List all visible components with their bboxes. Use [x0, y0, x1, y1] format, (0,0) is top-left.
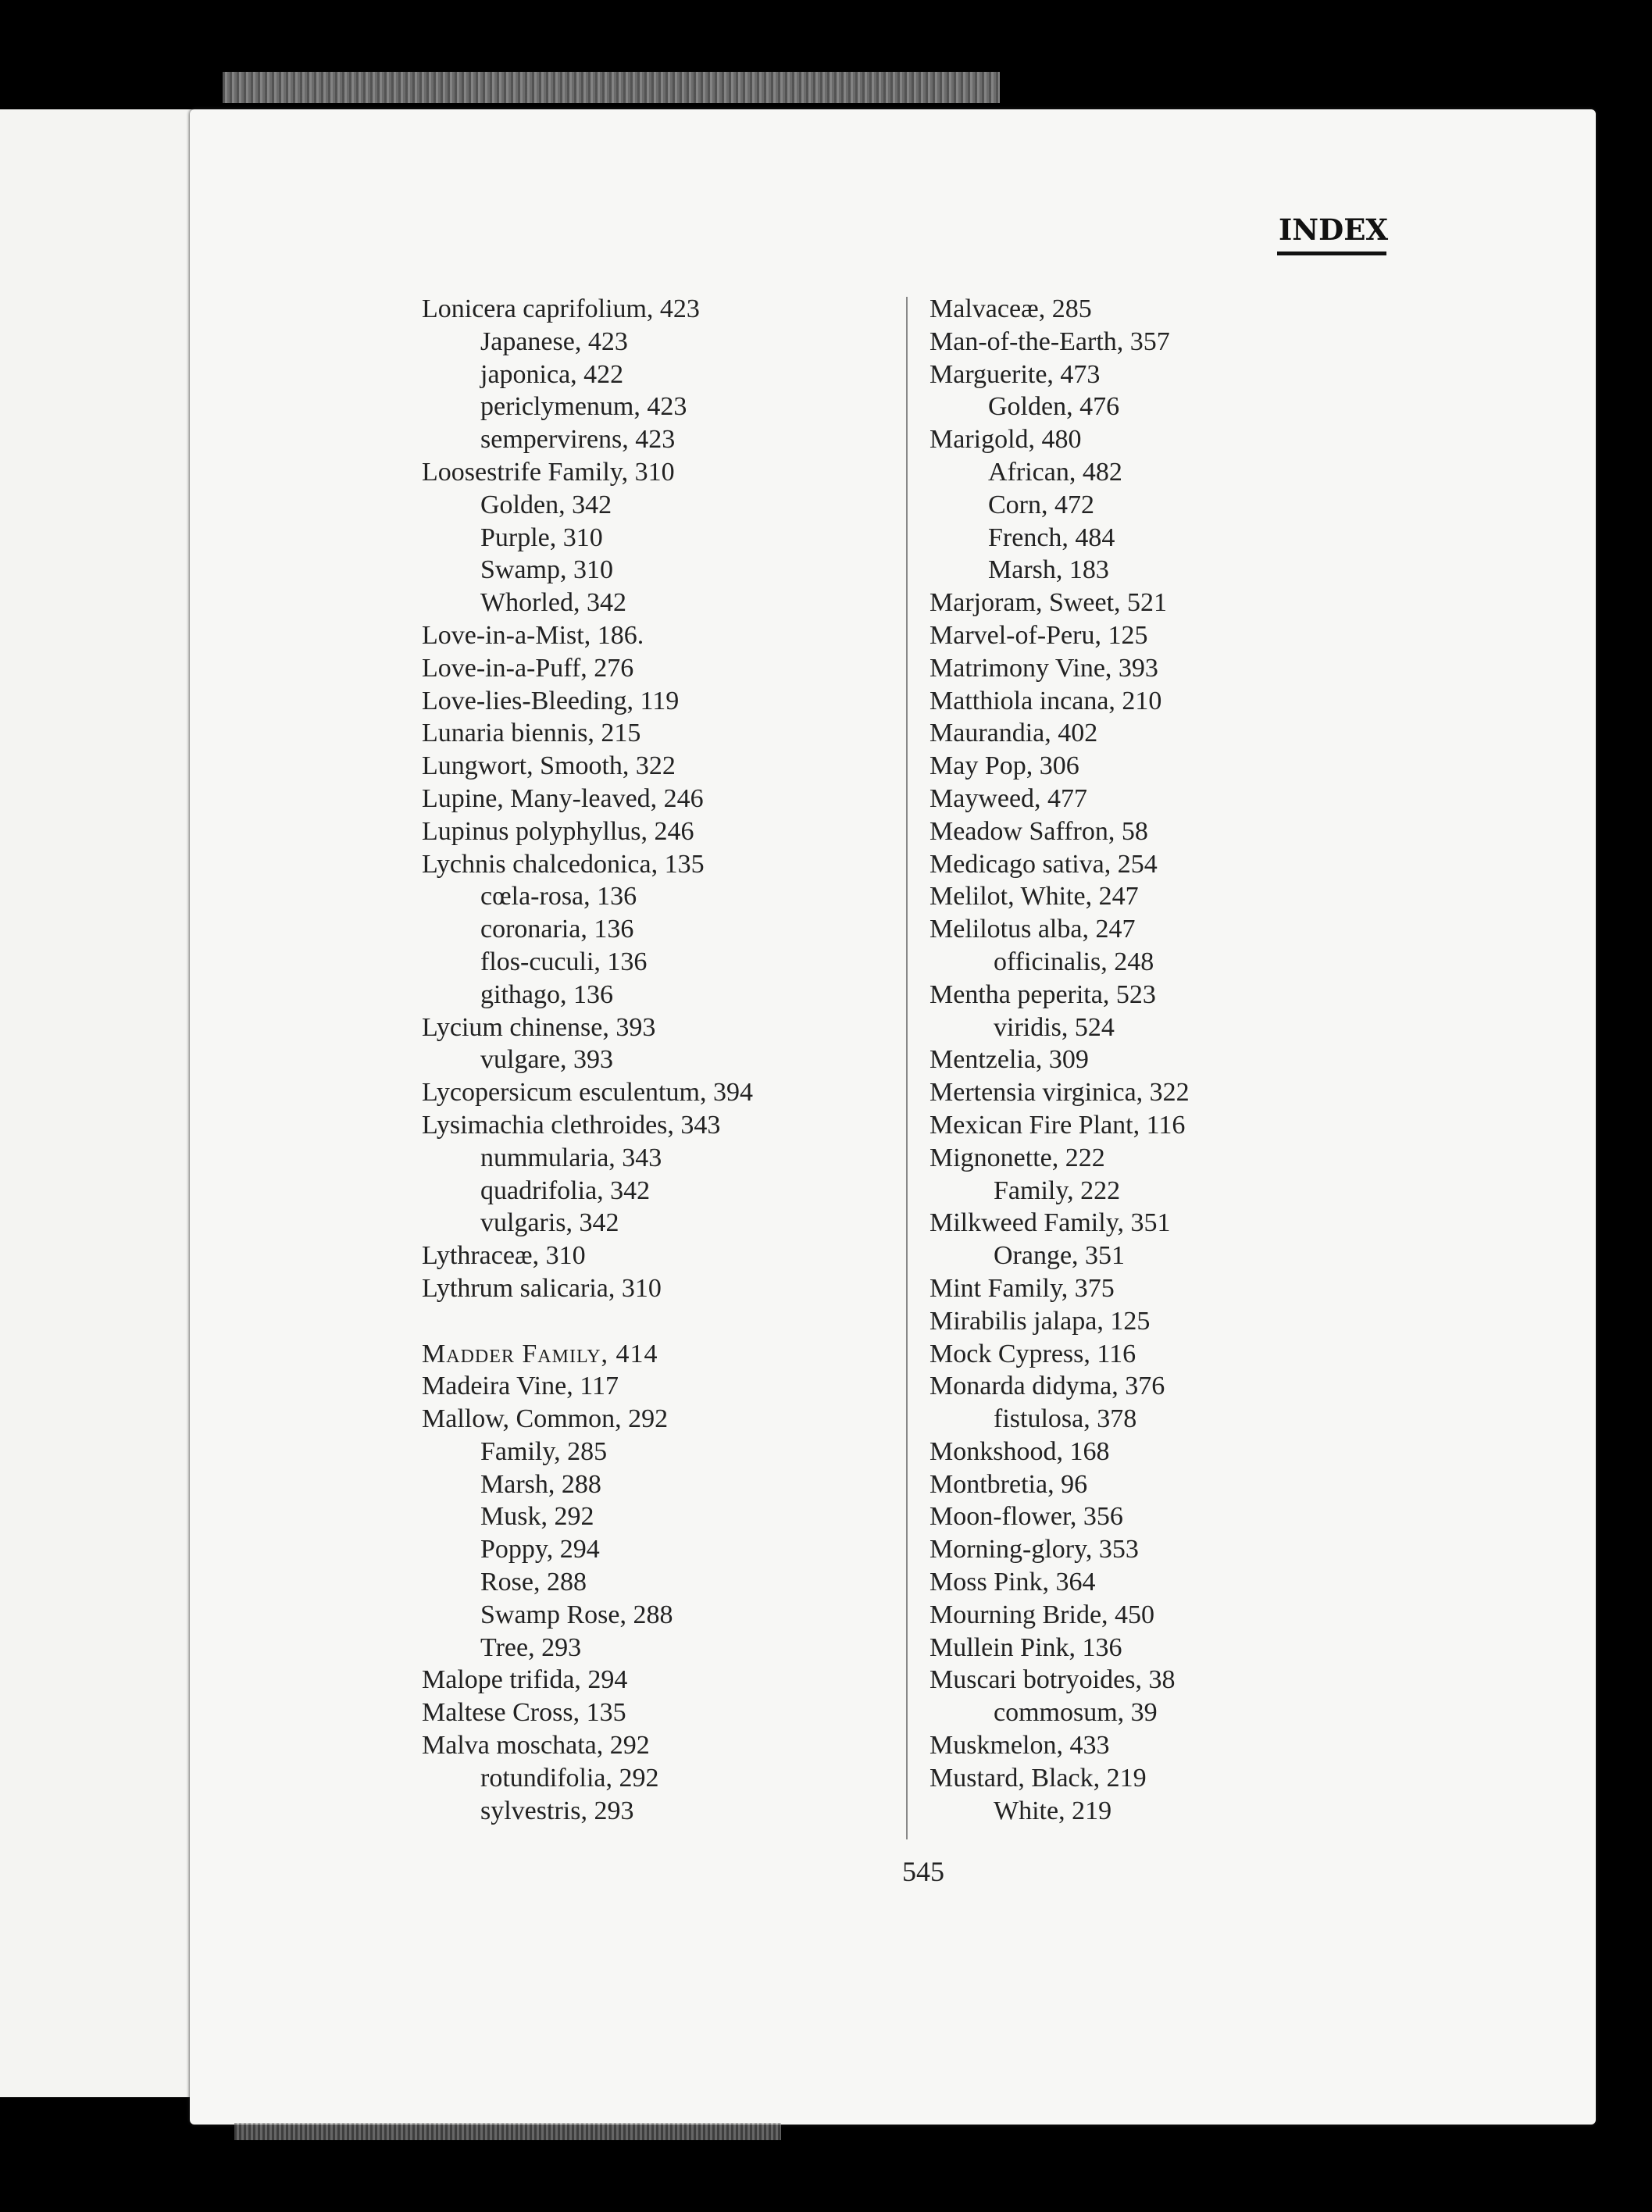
book-bottom-edge: [234, 2123, 781, 2140]
index-entry: Lupine, Many-leaved, 246: [422, 783, 704, 813]
index-subentry: githago, 136: [480, 979, 613, 1009]
running-header: INDEX: [1279, 212, 1389, 247]
index-entry: Madeira Vine, 117: [422, 1372, 619, 1401]
index-entry: Muscari botryoides, 38: [929, 1665, 1176, 1695]
index-subentry: Marsh, 288: [480, 1469, 601, 1499]
index-entry: Melilotus alba, 247: [929, 915, 1136, 944]
index-entry: Lycium chinense, 393: [422, 1012, 656, 1042]
index-entry: Moon-flower, 356: [929, 1502, 1123, 1532]
index-gap: [422, 1305, 753, 1338]
index-entry: Matrimony Vine, 393: [929, 653, 1158, 683]
index-entry: Monkshood, 168: [929, 1436, 1110, 1466]
index-entry: Monarda didyma, 376: [929, 1372, 1165, 1401]
index-subentry: Musk, 292: [480, 1502, 594, 1532]
index-subentry: Rose, 288: [480, 1568, 587, 1597]
index-subentry: African, 482: [988, 457, 1122, 487]
index-entry: Lunaria biennis, 215: [422, 719, 641, 748]
index-entry: Mourning Bride, 450: [929, 1600, 1155, 1629]
index-entry: Mallow, Common, 292: [422, 1404, 669, 1434]
index-entry: Morning-glory, 353: [929, 1535, 1139, 1564]
index-entry: Mignonette, 222: [929, 1143, 1105, 1172]
index-entry: Malva moschata, 292: [422, 1731, 650, 1761]
index-entry: Lythraceæ, 310: [422, 1241, 586, 1271]
index-subentry: cœla-rosa, 136: [480, 882, 637, 912]
index-entry: Love-in-a-Mist, 186.: [422, 620, 644, 650]
index-entry: Muskmelon, 433: [929, 1731, 1110, 1761]
index-entry: Love-in-a-Puff, 276: [422, 653, 634, 683]
index-entry: Lychnis chalcedonica, 135: [422, 849, 705, 879]
index-entry: Mentzelia, 309: [929, 1045, 1089, 1075]
index-entry: Milkweed Family, 351: [929, 1208, 1171, 1238]
index-subentry: Family, 222: [994, 1176, 1121, 1205]
index-subentry: Whorled, 342: [480, 588, 626, 618]
index-subentry: Family, 285: [480, 1436, 608, 1466]
index-subentry: Swamp, 310: [480, 555, 613, 585]
index-entry: Malvaceæ, 285: [929, 294, 1092, 323]
index-entry: Lycopersicum esculentum, 394: [422, 1078, 753, 1108]
index-entry: Mullein Pink, 136: [929, 1632, 1122, 1662]
index-column-right: [929, 293, 1190, 1827]
header-rule: [1277, 252, 1386, 255]
index-entry: Mertensia virginica, 322: [929, 1078, 1190, 1108]
index-entry: Man-of-the-Earth, 357: [929, 326, 1170, 356]
index-subentry: japonica, 422: [480, 359, 624, 389]
column-divider: [906, 297, 908, 1839]
index-entry: Madder Family, 414: [422, 1339, 658, 1368]
index-entry: Mexican Fire Plant, 116: [929, 1110, 1186, 1140]
index-entry: Loosestrife Family, 310: [422, 457, 675, 487]
facing-page-edge: [0, 109, 198, 2097]
index-entry: Meadow Saffron, 58: [929, 816, 1148, 846]
index-subentry: French, 484: [988, 523, 1115, 552]
index-entry: Medicago sativa, 254: [929, 849, 1158, 879]
index-subentry: officinalis, 248: [994, 947, 1154, 976]
index-subentry: sempervirens, 423: [480, 425, 676, 455]
index-subentry: Japanese, 423: [480, 326, 628, 356]
index-subentry: flos-cuculi, 136: [480, 947, 648, 976]
index-entry: Lysimachia clethroides, 343: [422, 1110, 721, 1140]
index-subentry: vulgare, 393: [480, 1045, 613, 1075]
index-subentry: rotundifolia, 292: [480, 1763, 659, 1793]
index-subentry: vulgaris, 342: [480, 1208, 619, 1238]
index-subentry: Poppy, 294: [480, 1535, 600, 1564]
index-entry: Marvel-of-Peru, 125: [929, 620, 1148, 650]
index-entry: Marigold, 480: [929, 425, 1082, 455]
index-entry: Marguerite, 473: [929, 359, 1101, 389]
index-entry: Montbretia, 96: [929, 1469, 1088, 1499]
index-subentry: quadrifolia, 342: [480, 1176, 651, 1205]
index-subentry: Golden, 342: [480, 490, 612, 519]
page-number: 545: [902, 1856, 944, 1887]
index-entry: Lythrum salicaria, 310: [422, 1273, 662, 1303]
index-entry: Maurandia, 402: [929, 719, 1098, 748]
index-subentry: Orange, 351: [994, 1241, 1126, 1271]
index-entry: Melilot, White, 247: [929, 882, 1139, 912]
index-entry: Moss Pink, 364: [929, 1568, 1096, 1597]
index-subentry: Tree, 293: [480, 1632, 582, 1662]
index-subentry: Corn, 472: [988, 490, 1094, 519]
index-subentry: commosum, 39: [994, 1698, 1158, 1728]
index-entry: May Pop, 306: [929, 751, 1079, 781]
index-entry: Mirabilis jalapa, 125: [929, 1306, 1151, 1336]
index-entry: Lonicera caprifolium, 423: [422, 294, 700, 323]
index-entry: Matthiola incana, 210: [929, 686, 1162, 715]
index-entry: Mustard, Black, 219: [929, 1763, 1147, 1793]
index-subentry: coronaria, 136: [480, 915, 634, 944]
index-entry: Maltese Cross, 135: [422, 1698, 626, 1728]
index-entry: Lungwort, Smooth, 322: [422, 751, 676, 781]
index-entry: Mentha peperita, 523: [929, 979, 1156, 1009]
index-subentry: viridis, 524: [994, 1012, 1115, 1042]
index-column-left: [422, 293, 753, 1827]
index-subentry: fistulosa, 378: [994, 1404, 1137, 1434]
index-entry: Mayweed, 477: [929, 783, 1088, 813]
index-subentry: Marsh, 183: [988, 555, 1109, 585]
index-subentry: White, 219: [994, 1796, 1112, 1825]
index-entry: Marjoram, Sweet, 521: [929, 588, 1168, 618]
index-subentry: Purple, 310: [480, 523, 603, 552]
index-subentry: periclymenum, 423: [480, 392, 687, 422]
index-entry: Lupinus polyphyllus, 246: [422, 816, 694, 846]
index-entry: Mint Family, 375: [929, 1273, 1115, 1303]
index-subentry: sylvestris, 293: [480, 1796, 634, 1825]
index-subentry: Golden, 476: [988, 392, 1120, 422]
index-entry: Mock Cypress, 116: [929, 1339, 1136, 1368]
index-subentry: Swamp Rose, 288: [480, 1600, 673, 1629]
index-page: [190, 109, 1596, 2125]
book-top-edge: [223, 72, 1000, 103]
index-subentry: nummularia, 343: [480, 1143, 662, 1172]
index-entry: Malope trifida, 294: [422, 1665, 628, 1695]
index-entry: Love-lies-Bleeding, 119: [422, 686, 680, 715]
